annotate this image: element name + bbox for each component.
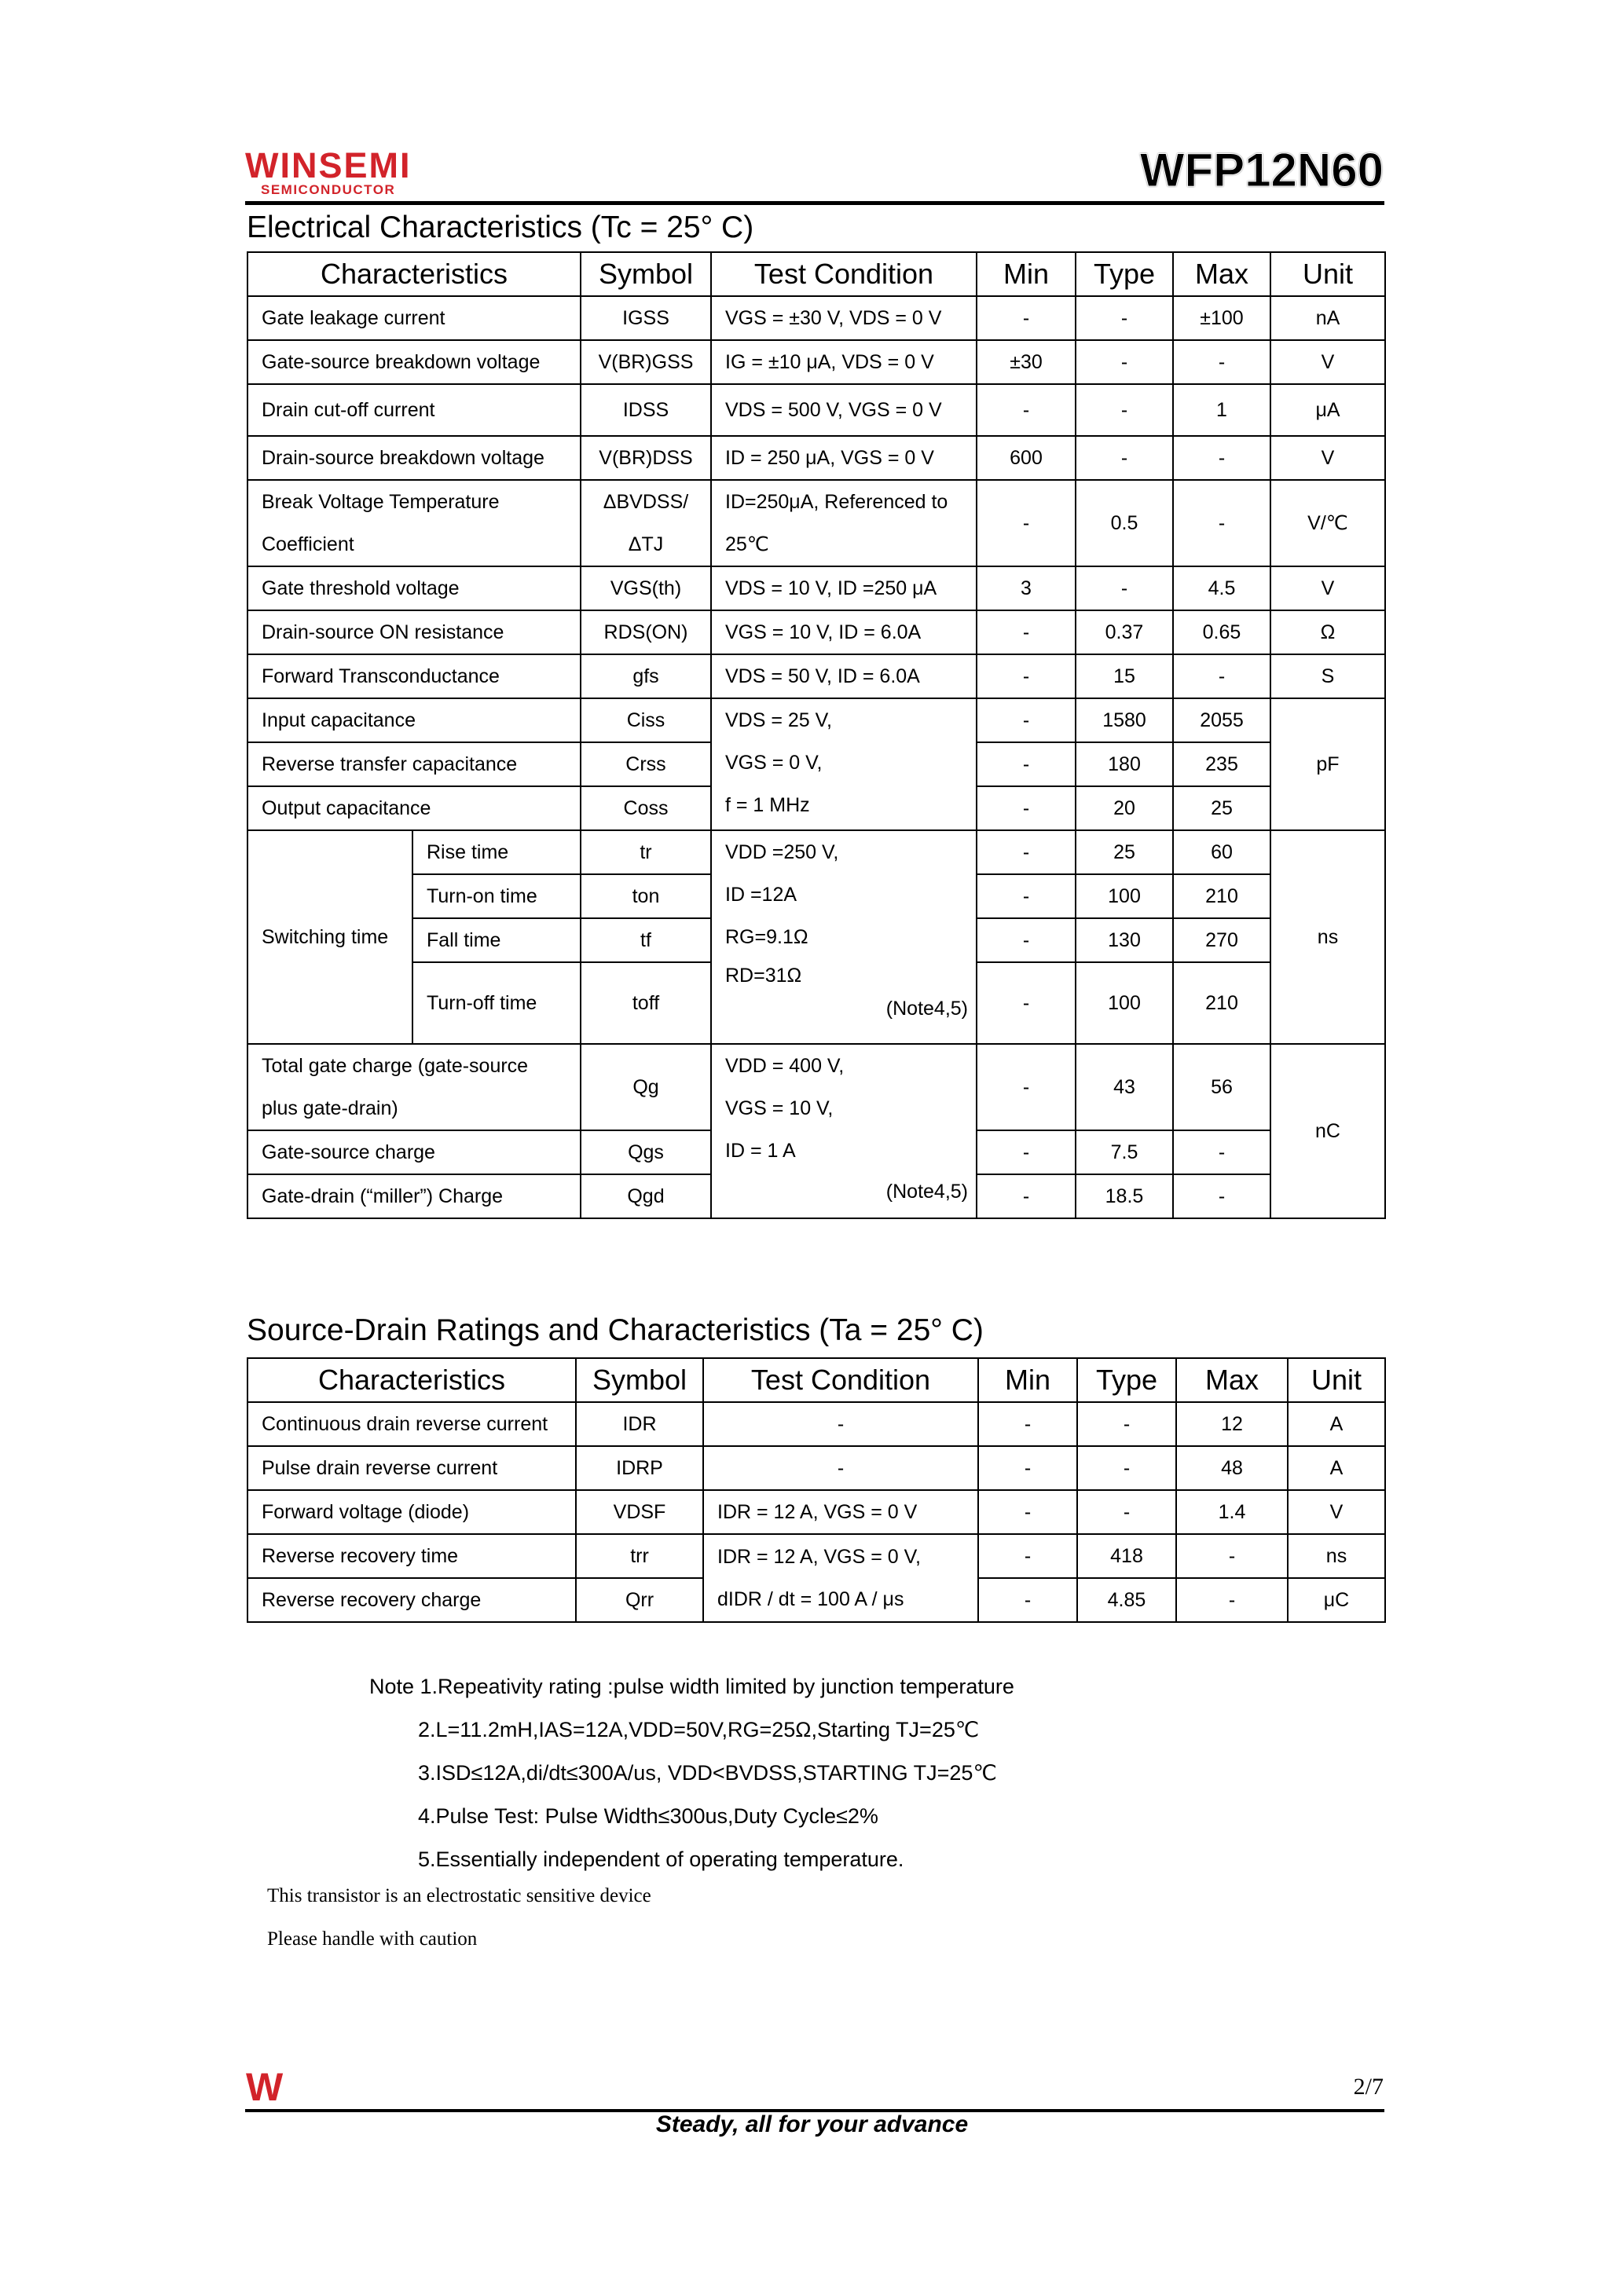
header-characteristics: Characteristics	[247, 1358, 576, 1402]
header-rule	[245, 201, 1384, 205]
cell-max: 2055	[1173, 698, 1270, 742]
cell-char: Output capacitance	[247, 786, 581, 830]
cell-typ: 20	[1076, 786, 1173, 830]
cell-sym: tf	[581, 918, 711, 962]
cell-typ: -	[1076, 340, 1173, 384]
cell-min: -	[977, 874, 1076, 918]
cell-max: 25	[1173, 786, 1270, 830]
table-row	[247, 698, 1385, 742]
cell-cond: -	[703, 1402, 978, 1446]
note-line: 2.L=11.2mH,IAS=12A,VDD=50V,RG=25Ω,Starting TJ=25℃	[418, 1718, 980, 1741]
cell-char: Drain-source ON resistance	[247, 610, 581, 654]
cell-max: -	[1173, 1130, 1270, 1174]
cell-max: 56	[1173, 1044, 1270, 1130]
table-row	[247, 1402, 1385, 1446]
cell-char: Reverse recovery time	[247, 1534, 576, 1578]
table-row	[247, 436, 1385, 480]
header-min: Min	[977, 252, 1076, 296]
cell-typ: 0.37	[1076, 610, 1173, 654]
cell-typ: 0.5	[1076, 480, 1173, 566]
cell-cond-line: RG=9.1Ω	[725, 926, 808, 948]
cell-min: -	[977, 1174, 1076, 1218]
cell-typ: 180	[1076, 742, 1173, 786]
cell-min: -	[977, 480, 1076, 566]
cell-cond-line: RD=31Ω	[725, 965, 802, 987]
cell-max: 235	[1173, 742, 1270, 786]
part-number: WFP12N60	[1139, 144, 1384, 196]
cell-unit: ns	[1270, 830, 1385, 1044]
cell-sym: RDS(ON)	[581, 610, 711, 654]
cell-char: Forward Transconductance	[247, 654, 581, 698]
cell-cond-line: dIDR / dt = 100 A / μs	[717, 1588, 904, 1610]
cell-char: Forward voltage (diode)	[247, 1490, 576, 1534]
cell-cond: VGS = ±30 V, VDS = 0 V	[711, 296, 977, 340]
cell-cond-line2: 25℃	[725, 533, 769, 555]
cell-sym	[581, 480, 711, 566]
table-row	[247, 1446, 1385, 1490]
cell-cond-switching	[711, 830, 977, 1044]
note-line: 3.ISD≤12A,di/dt≤300A/us, VDD<BVDSS,STARTING TJ=25℃	[418, 1761, 997, 1785]
cell-typ: 418	[1077, 1534, 1176, 1578]
cell-cond	[711, 480, 977, 566]
cell-sym: ton	[581, 874, 711, 918]
cell-max: 210	[1173, 962, 1270, 1044]
cell-min: ±30	[977, 340, 1076, 384]
cell-cond-line: VDD = 400 V,	[725, 1055, 845, 1077]
cell-max: 0.65	[1173, 610, 1270, 654]
cell-unit: Ω	[1270, 610, 1385, 654]
cell-cond: ID = 250 μA, VGS = 0 V	[711, 436, 977, 480]
header-unit: Unit	[1288, 1358, 1385, 1402]
cell-sym: IDSS	[581, 384, 711, 436]
cell-cond-line: IDR = 12 A, VGS = 0 V,	[717, 1546, 921, 1568]
cell-min: -	[977, 786, 1076, 830]
cell-max: 1	[1173, 384, 1270, 436]
header-max: Max	[1173, 252, 1270, 296]
cell-cond-recovery	[703, 1534, 978, 1622]
cell-cond-line: VDD =250 V,	[725, 841, 839, 863]
cell-cond-line: ID =12A	[725, 884, 797, 906]
cell-min: -	[977, 698, 1076, 742]
cell-max: -	[1173, 436, 1270, 480]
cell-sym: IDR	[576, 1402, 703, 1446]
cell-max: -	[1173, 1174, 1270, 1218]
cell-min: -	[977, 742, 1076, 786]
cell-typ: 25	[1076, 830, 1173, 874]
cell-min: -	[978, 1578, 1077, 1622]
cell-cond-line1: ID=250μA, Referenced to	[725, 491, 948, 513]
table-row	[247, 340, 1385, 384]
table-row	[247, 1534, 1385, 1578]
cell-typ: -	[1077, 1490, 1176, 1534]
cell-min: -	[978, 1402, 1077, 1446]
cell-max: ±100	[1173, 296, 1270, 340]
cell-cond-note: (Note4,5)	[885, 1181, 968, 1203]
note-line: 4.Pulse Test: Pulse Width≤300us,Duty Cycle≤2%	[418, 1804, 878, 1828]
section-title-electrical: Electrical Characteristics (Tc = 25° C)	[247, 211, 754, 244]
table-header-row	[247, 252, 1385, 296]
cell-max: -	[1176, 1534, 1288, 1578]
header-type: Type	[1077, 1358, 1176, 1402]
cell-typ: 18.5	[1076, 1174, 1173, 1218]
logo-main-text: WINSEMI	[245, 145, 412, 185]
header-symbol: Symbol	[581, 252, 711, 296]
cell-char: Gate-source breakdown voltage	[247, 340, 581, 384]
note-line: Note 1.Repeativity rating :pulse width limited by junction temperature	[369, 1675, 1014, 1698]
table-row	[247, 566, 1385, 610]
cell-min: -	[977, 654, 1076, 698]
cell-max: 48	[1176, 1446, 1288, 1490]
cell-unit: S	[1270, 654, 1385, 698]
cell-switching-label: Switching time	[247, 830, 412, 1044]
cell-cond-charge	[711, 1044, 977, 1218]
cell-typ: 130	[1076, 918, 1173, 962]
cell-unit: nA	[1270, 296, 1385, 340]
cell-cond-line: VGS = 10 V,	[725, 1097, 834, 1119]
cell-sym: Qrr	[576, 1578, 703, 1622]
cell-min: -	[977, 1044, 1076, 1130]
cell-char-line2: plus gate-drain)	[262, 1097, 398, 1119]
cell-sym: gfs	[581, 654, 711, 698]
header-test-condition: Test Condition	[703, 1358, 978, 1402]
footer-tagline: Steady, all for your advance	[655, 2111, 969, 2137]
cell-typ: 43	[1076, 1044, 1173, 1130]
cell-sym: V(BR)GSS	[581, 340, 711, 384]
cell-sym: Qgs	[581, 1130, 711, 1174]
cell-max: 60	[1173, 830, 1270, 874]
cell-sym: Crss	[581, 742, 711, 786]
cell-unit: V	[1270, 566, 1385, 610]
esd-caution: Please handle with caution	[267, 1928, 478, 1950]
cell-typ: -	[1077, 1446, 1176, 1490]
cell-char: Input capacitance	[247, 698, 581, 742]
cell-min: -	[977, 384, 1076, 436]
cell-char: Continuous drain reverse current	[247, 1402, 576, 1446]
cell-cond: -	[703, 1446, 978, 1490]
table-row	[247, 830, 1385, 874]
cell-max: 12	[1176, 1402, 1288, 1446]
cell-max: 210	[1173, 874, 1270, 918]
cell-unit: μA	[1270, 384, 1385, 436]
cell-cond-capacitance	[711, 698, 977, 830]
cell-sym: VGS(th)	[581, 566, 711, 610]
cell-sym: Qg	[581, 1044, 711, 1130]
cell-cond: VGS = 10 V, ID = 6.0A	[711, 610, 977, 654]
cell-min: -	[978, 1534, 1077, 1578]
notes-block	[369, 1665, 1014, 1881]
cell-max: -	[1176, 1578, 1288, 1622]
cell-typ: 100	[1076, 874, 1173, 918]
cell-typ: 15	[1076, 654, 1173, 698]
cell-char: Turn-off time	[412, 962, 581, 1044]
cell-sym: Qgd	[581, 1174, 711, 1218]
cell-unit: pF	[1270, 698, 1385, 830]
cell-unit: nC	[1270, 1044, 1385, 1218]
source-drain-table	[247, 1357, 1386, 1623]
cell-char: Gate-drain (“miller”) Charge	[247, 1174, 581, 1218]
cell-min: -	[977, 918, 1076, 962]
header-test-condition: Test Condition	[711, 252, 977, 296]
cell-unit: V	[1288, 1490, 1385, 1534]
header-characteristics: Characteristics	[247, 252, 581, 296]
cell-typ: -	[1076, 436, 1173, 480]
cell-sym-line1: ΔBVDSS/	[603, 491, 689, 513]
cell-min: -	[978, 1490, 1077, 1534]
cell-sym: VDSF	[576, 1490, 703, 1534]
cell-cond: VDS = 50 V, ID = 6.0A	[711, 654, 977, 698]
cell-sym: trr	[576, 1534, 703, 1578]
cell-min: -	[977, 830, 1076, 874]
cell-char	[247, 480, 581, 566]
cell-cond-line: f = 1 MHz	[725, 794, 810, 816]
cell-min: 3	[977, 566, 1076, 610]
cell-char: Turn-on time	[412, 874, 581, 918]
cell-char: Gate threshold voltage	[247, 566, 581, 610]
cell-min: -	[978, 1446, 1077, 1490]
cell-cond: VDS = 500 V, VGS = 0 V	[711, 384, 977, 436]
cell-sym: V(BR)DSS	[581, 436, 711, 480]
cell-typ: 100	[1076, 962, 1173, 1044]
electrical-characteristics-table	[247, 251, 1386, 1219]
header-max: Max	[1176, 1358, 1288, 1402]
section-title-source-drain: Source-Drain Ratings and Characteristics (Ta = 25° C)	[247, 1313, 984, 1347]
cell-max: -	[1173, 340, 1270, 384]
cell-typ: 4.85	[1077, 1578, 1176, 1622]
table-row	[247, 296, 1385, 340]
cell-sym: Coss	[581, 786, 711, 830]
cell-unit: A	[1288, 1402, 1385, 1446]
cell-char: Fall time	[412, 918, 581, 962]
cell-typ: 7.5	[1076, 1130, 1173, 1174]
header-unit: Unit	[1270, 252, 1385, 296]
cell-char-line1: Total gate charge (gate-source	[262, 1055, 529, 1077]
cell-cond-line: VDS = 25 V,	[725, 709, 832, 731]
cell-cond: IDR = 12 A, VGS = 0 V	[703, 1490, 978, 1534]
cell-typ: -	[1076, 296, 1173, 340]
cell-unit: A	[1288, 1446, 1385, 1490]
winsemi-logo	[245, 145, 412, 197]
cell-cond: IG = ±10 μA, VDS = 0 V	[711, 340, 977, 384]
header-symbol: Symbol	[576, 1358, 703, 1402]
cell-max: -	[1173, 480, 1270, 566]
table-row	[247, 384, 1385, 436]
cell-unit: V	[1270, 340, 1385, 384]
esd-warning: This transistor is an electrostatic sensitive device	[267, 1885, 651, 1906]
cell-max: 1.4	[1176, 1490, 1288, 1534]
cell-char-line1: Break Voltage Temperature	[262, 491, 500, 513]
logo-sub-text: SEMICONDUCTOR	[261, 182, 396, 197]
cell-unit: ns	[1288, 1534, 1385, 1578]
cell-max: 4.5	[1173, 566, 1270, 610]
cell-min: 600	[977, 436, 1076, 480]
cell-typ: -	[1077, 1402, 1176, 1446]
cell-min: -	[977, 1130, 1076, 1174]
cell-char: Reverse recovery charge	[247, 1578, 576, 1622]
cell-typ: -	[1076, 384, 1173, 436]
cell-unit: μC	[1288, 1578, 1385, 1622]
header-min: Min	[978, 1358, 1077, 1402]
cell-char: Drain cut-off current	[247, 384, 581, 436]
cell-min: -	[977, 296, 1076, 340]
cell-cond-note: (Note4,5)	[885, 998, 968, 1020]
cell-min: -	[977, 610, 1076, 654]
cell-sym: IGSS	[581, 296, 711, 340]
cell-cond: VDS = 10 V, ID =250 μA	[711, 566, 977, 610]
cell-typ: -	[1076, 566, 1173, 610]
cell-cond-line: VGS = 0 V,	[725, 752, 823, 774]
table-row	[247, 1044, 1385, 1130]
cell-char: Gate leakage current	[247, 296, 581, 340]
cell-char-line2: Coefficient	[262, 533, 354, 555]
cell-sym: toff	[581, 962, 711, 1044]
table-header-row	[247, 1358, 1385, 1402]
cell-char: Drain-source breakdown voltage	[247, 436, 581, 480]
cell-char: Pulse drain reverse current	[247, 1446, 576, 1490]
table-row	[247, 1490, 1385, 1534]
cell-min: -	[977, 962, 1076, 1044]
cell-char: Rise time	[412, 830, 581, 874]
cell-unit: V/℃	[1270, 480, 1385, 566]
cell-sym: tr	[581, 830, 711, 874]
page-number: 2/7	[1353, 2074, 1384, 2100]
note-line: 5.Essentially independent of operating temperature.	[418, 1847, 904, 1871]
cell-char: Reverse transfer capacitance	[247, 742, 581, 786]
cell-sym-line2: ΔTJ	[628, 533, 664, 555]
cell-cond-line: ID = 1 A	[725, 1140, 796, 1162]
cell-char: Gate-source charge	[247, 1130, 581, 1174]
cell-unit: V	[1270, 436, 1385, 480]
header-type: Type	[1076, 252, 1173, 296]
table-row	[247, 654, 1385, 698]
cell-typ: 1580	[1076, 698, 1173, 742]
cell-char	[247, 1044, 581, 1130]
cell-sym: IDRP	[576, 1446, 703, 1490]
table-row	[247, 480, 1385, 566]
cell-sym: Ciss	[581, 698, 711, 742]
cell-max: -	[1173, 654, 1270, 698]
cell-max: 270	[1173, 918, 1270, 962]
footer-logo-icon: W	[246, 2065, 284, 2109]
table-row	[247, 610, 1385, 654]
